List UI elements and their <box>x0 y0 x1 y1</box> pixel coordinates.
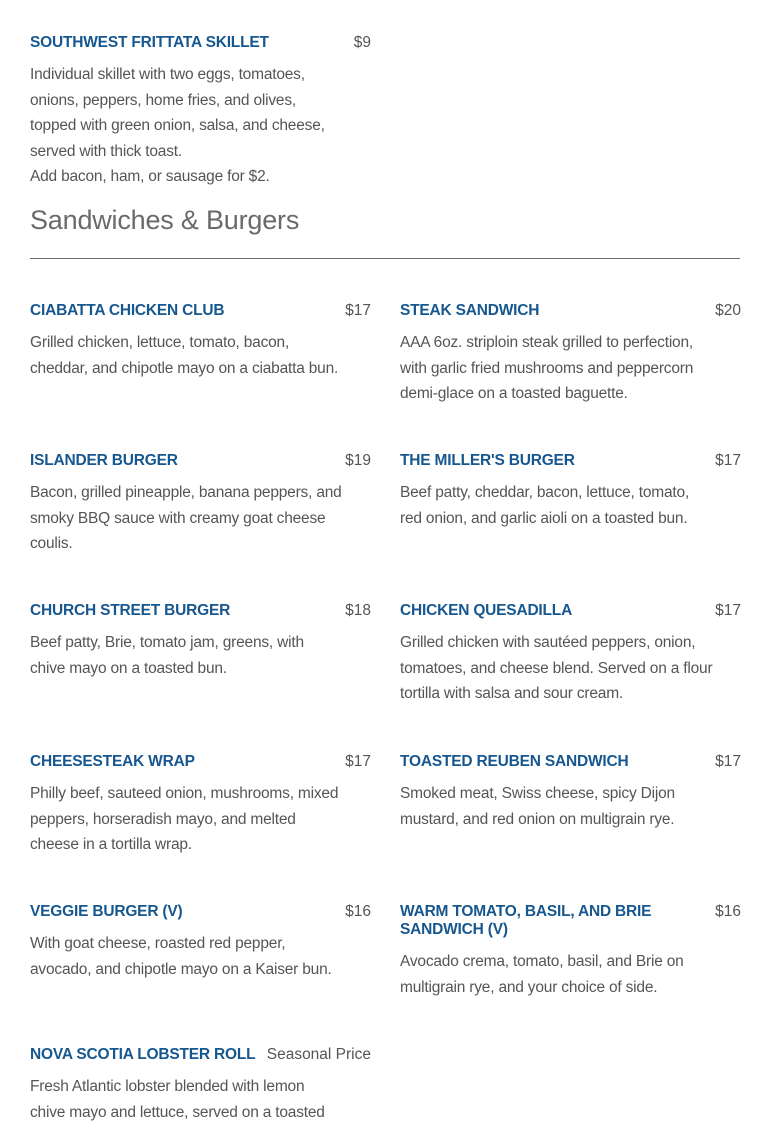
item-name: TOASTED REUBEN SANDWICH <box>400 753 629 770</box>
item-price: Seasonal Price <box>266 1046 371 1063</box>
menu-item-veggie-burger <box>30 903 371 982</box>
item-name: WARM TOMATO, BASIL, AND BRIE SANDWICH (V) <box>400 903 652 938</box>
item-description <box>30 630 371 681</box>
item-name: CHICKEN QUESADILLA <box>400 602 573 619</box>
item-description <box>30 330 371 381</box>
item-price: $16 <box>345 903 371 920</box>
item-description <box>400 949 741 1000</box>
description-line: cheese in a tortilla wrap. <box>30 836 192 853</box>
description-line: red onion, and garlic aioli on a toasted bun. <box>400 509 688 527</box>
item-price: $17 <box>715 452 741 469</box>
description-line: Beef patty, Brie, tomato jam, greens, with <box>30 634 304 651</box>
item-description <box>400 480 741 531</box>
description-line: peppers, horseradish mayo, and melted <box>30 810 296 828</box>
item-name: CHEESESTEAK WRAP <box>30 753 195 770</box>
description-line: topped with green onion, salsa, and cheese, <box>30 117 325 134</box>
menu-item-the-millers-burger <box>400 452 741 531</box>
description-line: Beef patty, cheddar, bacon, lettuce, tomato, <box>400 484 690 501</box>
item-description <box>400 781 741 832</box>
item-name: ISLANDER BURGER <box>30 452 178 469</box>
menu-item-nova-scotia-lobster-roll <box>30 1046 371 1125</box>
description-line: Grilled chicken, lettuce, tomato, bacon, <box>30 334 290 351</box>
description-line: onions, peppers, home fries, and olives, <box>30 91 296 109</box>
item-price: $20 <box>715 302 741 319</box>
item-price: $19 <box>345 452 371 469</box>
item-price: $17 <box>715 753 741 770</box>
item-price: $17 <box>715 602 741 619</box>
description-line: Fresh Atlantic lobster blended with lemon <box>30 1078 305 1095</box>
menu-item-southwest-frittata-skillet <box>30 34 371 190</box>
item-name: SOUTHWEST FRITTATA SKILLET <box>30 34 269 51</box>
description-line: tortilla with salsa and sour cream. <box>400 685 624 702</box>
description-line: With goat cheese, roasted red pepper, <box>30 935 286 952</box>
item-description <box>30 62 371 190</box>
item-price: $9 <box>353 34 371 51</box>
item-description <box>400 330 741 407</box>
description-line: demi-glace on a toasted baguette. <box>400 385 628 402</box>
item-name: STEAK SANDWICH <box>400 302 540 319</box>
description-line: multigrain rye, and your choice of side. <box>400 978 658 996</box>
item-description <box>30 480 371 557</box>
description-line: chive mayo and lettuce, served on a toasted <box>30 1103 325 1121</box>
item-description <box>400 630 741 707</box>
item-description <box>30 781 371 858</box>
menu-item-islander-burger <box>30 452 371 557</box>
item-name: VEGGIE BURGER (V) <box>30 903 183 920</box>
menu-item-toasted-reuben-sandwich <box>400 753 741 832</box>
description-line: avocado, and chipotle mayo on a Kaiser bun. <box>30 960 332 978</box>
description-line: Grilled chicken with sautéed peppers, onion, <box>400 634 696 651</box>
description-line: coulis. <box>30 535 73 552</box>
description-line: AAA 6oz. striploin steak grilled to perfection, <box>400 334 694 351</box>
description-line: Individual skillet with two eggs, tomatoes, <box>30 66 305 83</box>
item-price: $16 <box>715 903 741 920</box>
menu-item-chicken-quesadilla <box>400 602 741 707</box>
item-name: CHURCH STREET BURGER <box>30 602 231 619</box>
item-description <box>30 931 371 982</box>
description-line: Smoked meat, Swiss cheese, spicy Dijon <box>400 785 675 802</box>
item-description <box>30 1074 371 1125</box>
item-name: CIABATTA CHICKEN CLUB <box>30 302 225 319</box>
item-price: $17 <box>345 753 371 770</box>
item-price: $18 <box>345 602 371 619</box>
description-line: smoky BBQ sauce with creamy goat cheese <box>30 509 326 527</box>
addon-note: Add bacon, ham, or sausage for $2. <box>30 168 270 185</box>
description-line: Bacon, grilled pineapple, banana peppers, and <box>30 484 342 501</box>
item-price: $17 <box>345 302 371 319</box>
description-line: Philly beef, sauteed onion, mushrooms, mixed <box>30 785 339 802</box>
menu-item-ciabatta-chicken-club <box>30 302 371 381</box>
menu-item-church-street-burger <box>30 602 371 681</box>
item-name: NOVA SCOTIA LOBSTER ROLL <box>30 1046 256 1063</box>
menu-item-cheesesteak-wrap <box>30 753 371 858</box>
menu-item-steak-sandwich <box>400 302 741 407</box>
description-line: served with thick toast. <box>30 142 182 160</box>
description-line: with garlic fried mushrooms and peppercorn <box>400 359 694 377</box>
item-name: THE MILLER'S BURGER <box>400 452 575 469</box>
description-line: tomatoes, and cheese blend. Served on a flour <box>400 659 713 677</box>
description-line: chive mayo on a toasted bun. <box>30 659 227 677</box>
menu-item-warm-tomato-basil-brie-sandwich <box>400 903 741 1000</box>
section-divider <box>30 258 740 259</box>
description-line: Avocado crema, tomato, basil, and Brie on <box>400 953 684 970</box>
description-line: cheddar, and chipotle mayo on a ciabatta bun. <box>30 359 339 377</box>
section-title: Sandwiches & Burgers <box>30 205 300 235</box>
description-line: mustard, and red onion on multigrain rye. <box>400 810 675 828</box>
